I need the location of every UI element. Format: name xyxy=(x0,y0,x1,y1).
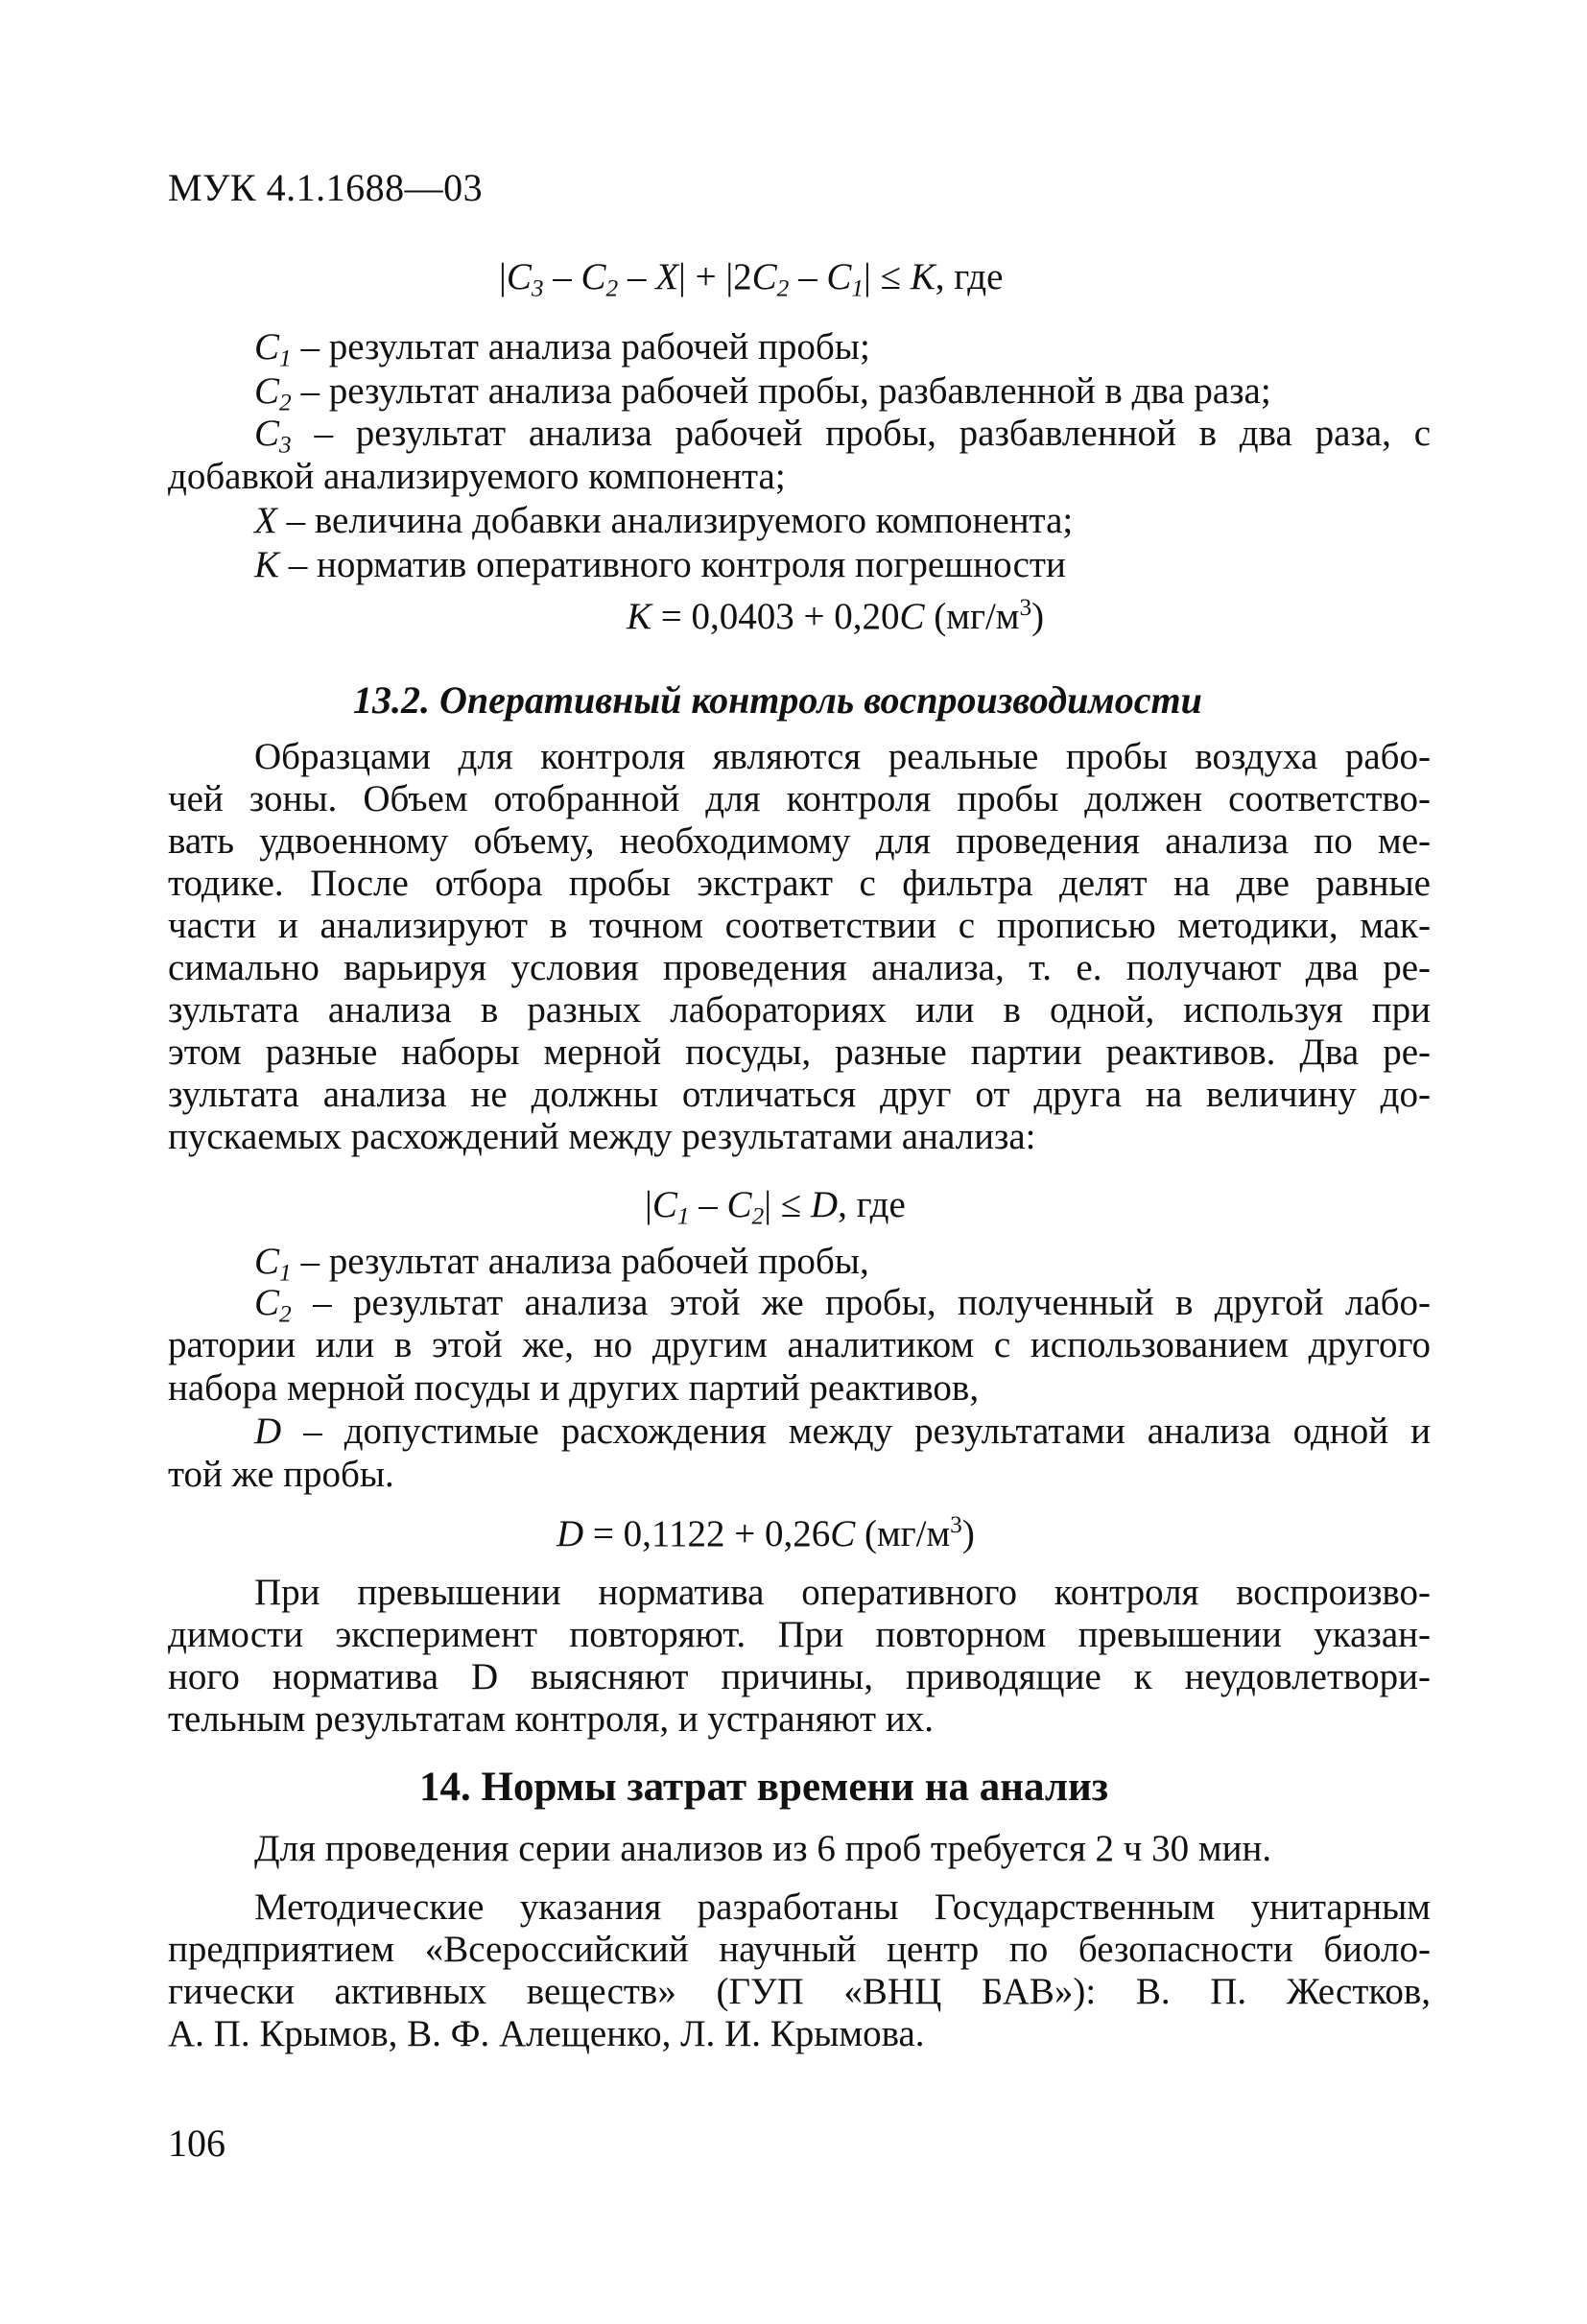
definition-x: X – величина добавки анализируемого компонента; xyxy=(254,500,1074,541)
page-number: 106 xyxy=(168,2122,225,2165)
paragraph-line: зультата анализа не должны отличаться друг от друга на величину до- xyxy=(168,1074,1431,1115)
formula-k: K = 0,0403 + 0,20C $(мг/м^3)$ xyxy=(627,594,1045,637)
definition-k: K – норматив оперативного контроля погрешности xyxy=(254,544,1066,585)
formula-d-check: $|C_1 - C_2| \le D$, где xyxy=(645,1184,906,1230)
definition-c2-line3: набора мерной посуды и других партий реактивов, xyxy=(168,1367,980,1409)
paragraph-line: гически активных веществ» (ГУП «ВНЦ БАВ»): В. П. Жестков, xyxy=(168,1971,1431,2012)
definition-c3-line1: $C_3$ – результат анализа рабочей пробы, разбавленной в два раза, с xyxy=(254,413,1431,459)
section-heading: 14. Нормы затрат времени на анализ xyxy=(419,1765,1109,1810)
paragraph-line: ного норматива D выясняют причины, приводящие к неудовлетвори- xyxy=(168,1656,1431,1697)
paragraph-line: пускаемых расхождений между результатами анализа: xyxy=(168,1116,1036,1157)
document-code: МУК 4.1.1688—03 xyxy=(168,166,484,209)
paragraph-line: тельным результатам контроля, и устраняют их. xyxy=(168,1698,934,1740)
paragraph-line: этом разные наборы мерной посуды, разные партии реактивов. Два ре- xyxy=(168,1032,1431,1073)
paragraph-line: симально варьируя условия проведения анализа, т. е. получают два ре- xyxy=(168,947,1431,988)
paragraph-line: зультата анализа в разных лабораториях или в одной, используя при xyxy=(168,989,1431,1031)
paragraph-line: При превышении норматива оперативного контроля воспроизво- xyxy=(254,1572,1431,1613)
definition-c2-line2: ратории или в этой же, но другим аналитиком с использованием другого xyxy=(168,1324,1431,1365)
paragraph-line: А. П. Крымов, В. Ф. Алещенко, Л. И. Крымова. xyxy=(168,2013,925,2054)
definition-c2: $C_2$ – результат анализа рабочей пробы, разбавленной в два раза; xyxy=(254,370,1271,416)
paragraph-line: предприятием «Всероссийский научный центр по безопасности биоло- xyxy=(168,1929,1431,1970)
paragraph-line: чей зоны. Объем отобранной для контроля пробы должен соответство- xyxy=(168,778,1431,819)
definition-c2-line1: $C_2$ – результат анализа этой же пробы, полученный в другой лабо- xyxy=(254,1282,1431,1328)
paragraph-line: Для проведения серии анализов из 6 проб требуется 2 ч 30 мин. xyxy=(254,1828,1272,1869)
definition-d-line1: D – допустимые расхождения между результатами анализа одной и xyxy=(254,1411,1431,1452)
formula-k-check: $|C_3 - C_2 - X| + |2C_2 - C_1| \le K$, где xyxy=(499,256,1004,302)
definition-c3-line2: добавкой анализируемого компонента; xyxy=(168,456,786,497)
definition-d-line2: той же пробы. xyxy=(168,1454,394,1495)
definition-c1: $C_1$ – результат анализа рабочей пробы, xyxy=(254,1241,869,1287)
paragraph-line: тодике. После отбора пробы экстракт с фильтра делят на две равные xyxy=(168,863,1431,904)
subsection-heading: 13.2. Оперативный контроль воспроизводимости xyxy=(353,678,1202,722)
paragraph-line: Методические указания разработаны Государственным унитарным xyxy=(254,1886,1431,1928)
paragraph-line: вать удвоенному объему, необходимому для проведения анализа по ме- xyxy=(168,820,1431,862)
definition-c1: $C_1$ – результат анализа рабочей пробы; xyxy=(254,326,870,372)
paragraph-line: части и анализируют в точном соответствии с прописью методики, мак- xyxy=(168,905,1431,946)
formula-d: D = 0,1122 + 0,26C $(мг/м^3)$ xyxy=(557,1511,975,1554)
paragraph-line: Образцами для контроля являются реальные пробы воздуха рабо- xyxy=(254,736,1431,777)
paragraph-line: димости эксперимент повторяют. При повторном превышении указан- xyxy=(168,1614,1431,1655)
